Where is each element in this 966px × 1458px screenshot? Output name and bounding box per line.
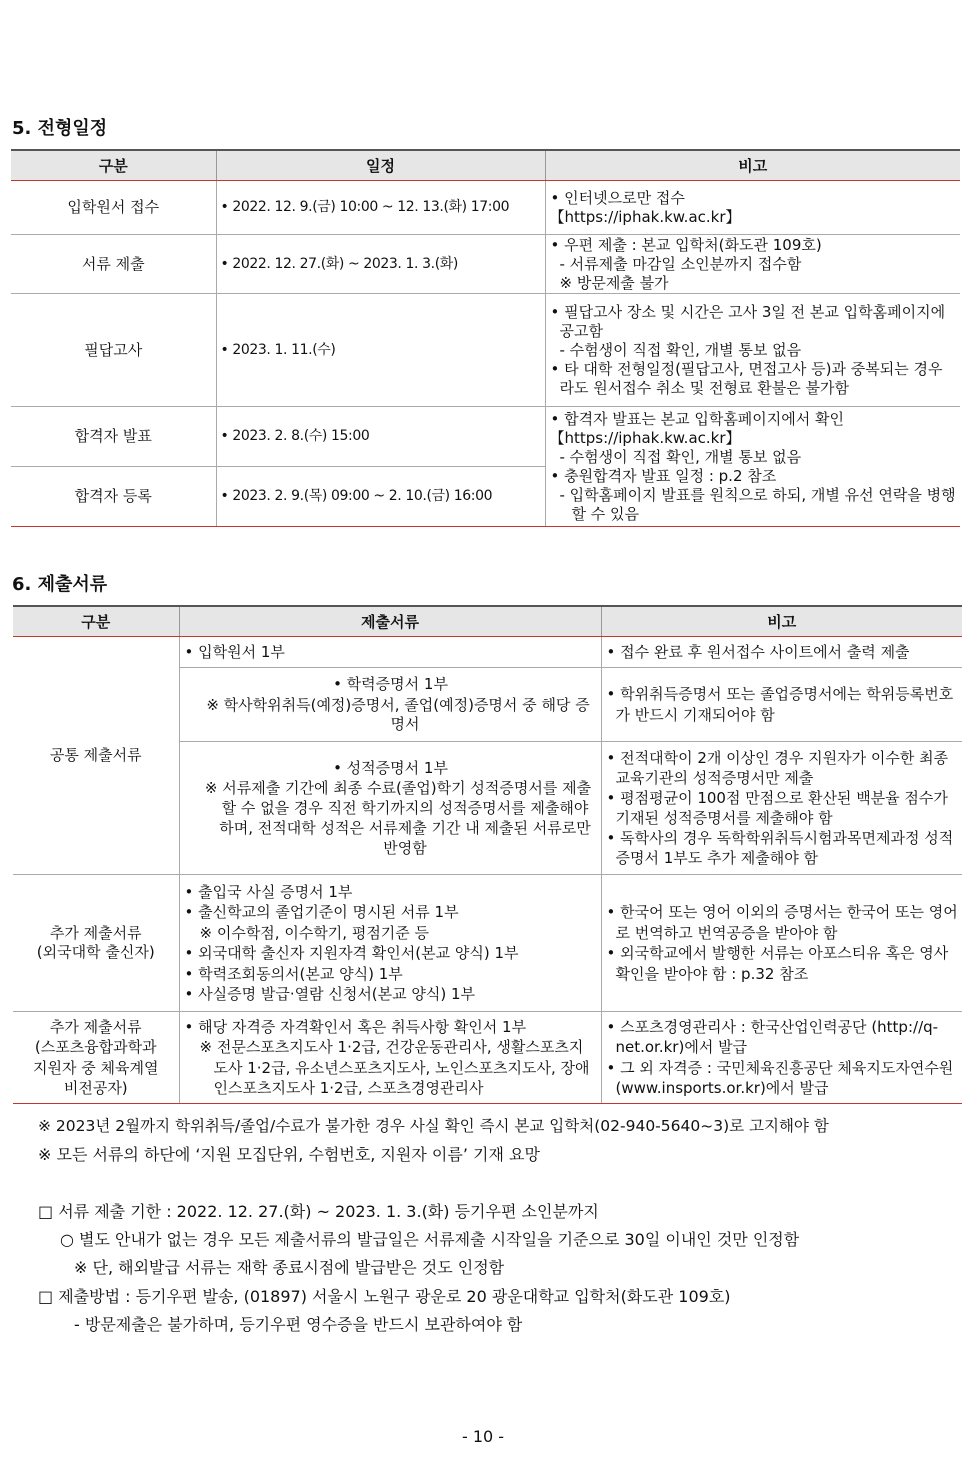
note-line: • 평점평균이 100점 만점으로 환산된 백분율 점수가 기재된 성적증명서를 제출해야 함 bbox=[606, 789, 948, 827]
remark-line: • 충원합격자 발표 일정 : p.2 참조 bbox=[550, 466, 777, 485]
note-overseas: ※ 단, 해외발급 서류는 재학 종료시점에 발급받은 것도 인정함 bbox=[74, 1258, 505, 1277]
schedule-table bbox=[11, 149, 960, 527]
remark-line: • 타 대학 전형일정(필답고사, 면접고사 등)과 중복되는 경우라도 원서접수 취소 및 전형료 환불은 불가함 bbox=[550, 359, 943, 397]
label-line: 추가 제출서류 bbox=[49, 924, 142, 942]
header-remarks: 비고 bbox=[545, 150, 960, 181]
note-receipt: - 방문제출은 불가하며, 등기우편 영수증을 반드시 보관하여야 함 bbox=[74, 1315, 523, 1334]
section5-title: 5. 전형일정 bbox=[12, 118, 108, 139]
row-remarks bbox=[545, 294, 960, 407]
remark-line: ※ 방문제출 불가 bbox=[559, 273, 669, 292]
documents-table bbox=[13, 605, 962, 1104]
sports-label bbox=[13, 1012, 179, 1104]
row-label: 합격자 발표 bbox=[11, 407, 216, 467]
note-line: • 전적대학이 2개 이상인 경우 지원자가 이수한 최종 교육기관의 성적증명서만 제출 bbox=[606, 749, 949, 787]
row-label: 서류 제출 bbox=[11, 235, 216, 294]
page-number: - 10 - bbox=[461, 1427, 505, 1446]
note-line: • 독학사의 경우 독학학위취득시험과목면제과정 성적증명서 1부도 추가 제출해야 함 bbox=[606, 829, 954, 867]
remark-line: - 수험생이 직접 확인, 개별 통보 없음 bbox=[559, 340, 802, 359]
row-remarks bbox=[545, 407, 960, 527]
label-line: 비전공자) bbox=[63, 1079, 128, 1097]
doc-line: • 출입국 사실 증명서 1부 bbox=[184, 882, 353, 901]
note-cell bbox=[601, 668, 962, 742]
remark-line: 【https://iphak.kw.ac.kr】 bbox=[549, 207, 741, 226]
row-label: 입학원서 접수 bbox=[11, 181, 216, 235]
doc-line: • 출신학교의 졸업기준이 명시된 서류 1부 bbox=[184, 903, 459, 921]
header-category: 구분 bbox=[11, 150, 216, 181]
doc-line: ※ 전문스포츠지도사 1·2급, 건강운동관리사, 생활스포츠지도사 1·2급, 유소년스포츠지도사, 노인스포츠지도사, 장애인스포츠지도사 1·2급, 스포츠경영관리사 bbox=[199, 1038, 590, 1097]
doc-line: • 성적증명서 1부 bbox=[333, 759, 448, 777]
section6-title: 6. 제출서류 bbox=[12, 574, 108, 595]
doc-cell bbox=[179, 875, 601, 1012]
row-label: 필답고사 bbox=[11, 294, 216, 407]
note-cell bbox=[601, 742, 962, 875]
doc-line: ※ 서류제출 기간에 최종 수료(졸업)학기 성적증명서를 제출할 수 없을 경우 직전 학기까지의 성적증명서를 제출해야 하며, 전적대학 성적은 서류제출 기간 내 제출된 서류로만 반영함 bbox=[204, 779, 592, 857]
label-line: (스포츠융합과학과 bbox=[34, 1038, 157, 1056]
note-line: • 학위취득증명서 또는 졸업증명서에는 학위등록번호가 반드시 기재되어야 함 bbox=[606, 684, 954, 724]
label-line: 추가 제출서류 bbox=[49, 1017, 142, 1036]
row-remarks bbox=[545, 181, 960, 235]
remark-line: • 인터넷으로만 접수 bbox=[550, 188, 685, 207]
note-line: • 접수 완료 후 원서접수 사이트에서 출력 제출 bbox=[606, 642, 910, 661]
row-date: • 2023. 2. 8.(수) 15:00 bbox=[216, 407, 545, 467]
row-date: • 2023. 1. 11.(수) bbox=[216, 294, 545, 407]
label-line: 지원자 중 체육계열 bbox=[33, 1058, 159, 1077]
row-date: • 2022. 12. 27.(화) ~ 2023. 1. 3.(화) bbox=[216, 235, 545, 294]
label-line: (외국대학 출신자) bbox=[36, 943, 155, 961]
header-schedule: 일정 bbox=[216, 150, 545, 181]
row-date: • 2023. 2. 9.(목) 09:00 ~ 2. 10.(금) 16:00 bbox=[216, 467, 545, 527]
note-cell bbox=[601, 875, 962, 1012]
note-method: □ 제출방법 : 등기우편 발송, (01897) 서울시 노원구 광운로 20 광운대학교 입학처(화도관 109호) bbox=[38, 1287, 731, 1306]
note-line: • 스포츠경영관리사 : 한국산업인력공단 (http://q-net.or.kr)에서 발급 bbox=[606, 1017, 939, 1056]
doc-line: • 사실증명 발급·열람 신청서(본교 양식) 1부 bbox=[184, 985, 476, 1003]
header-category: 구분 bbox=[13, 606, 179, 637]
remark-line: - 입학홈페이지 발표를 원칙으로 하되, 개별 유선 연락을 병행할 수 있음 bbox=[559, 485, 956, 523]
note-line: • 그 외 자격증 : 국민체육진흥공단 체육지도자연수원(www.insports.or.kr)에서 발급 bbox=[606, 1058, 954, 1097]
remark-line: • 합격자 발표는 본교 입학홈페이지에서 확인 bbox=[550, 409, 845, 428]
header-remarks: 비고 bbox=[601, 606, 962, 637]
note-issue-date: ○ 별도 안내가 없는 경우 모든 제출서류의 발급일은 서류제출 시작일을 기준으로 30일 이내인 것만 인정함 bbox=[60, 1230, 800, 1249]
doc-cell bbox=[179, 742, 601, 875]
doc-line: • 입학원서 1부 bbox=[184, 642, 285, 661]
doc-cell bbox=[179, 637, 601, 668]
doc-line: ※ 학사학위취득(예정)증명서, 졸업(예정)증명서 중 해당 증명서 bbox=[206, 696, 590, 733]
note-graduation: ※ 2023년 2월까지 학위취득/졸업/수료가 불가한 경우 사실 확인 즉시 본교 입학처(02-940-5640~3)로 고지해야 함 bbox=[38, 1117, 829, 1135]
doc-cell bbox=[179, 1012, 601, 1104]
remark-line: 【https://iphak.kw.ac.kr】 bbox=[549, 428, 741, 447]
remark-line: - 수험생이 직접 확인, 개별 통보 없음 bbox=[559, 447, 802, 466]
remark-line: • 필답고사 장소 및 시간은 고사 3일 전 본교 입학홈페이지에 공고함 bbox=[550, 302, 946, 340]
note-line: • 외국학교에서 발행한 서류는 아포스티유 혹은 영사확인을 받아야 함 : p.32 참조 bbox=[606, 944, 949, 983]
remark-line: - 서류제출 마감일 소인분까지 접수함 bbox=[559, 254, 802, 273]
row-label: 합격자 등록 bbox=[11, 467, 216, 527]
doc-line: ※ 이수학점, 이수학기, 평점기준 등 bbox=[199, 923, 430, 942]
common-label: 공통 제출서류 bbox=[13, 637, 179, 875]
row-date: • 2022. 12. 9.(금) 10:00 ~ 12. 13.(화) 17:00 bbox=[216, 181, 545, 235]
header-documents: 제출서류 bbox=[179, 606, 601, 637]
foreign-label bbox=[13, 875, 179, 1012]
doc-line: • 해당 자격증 자격확인서 혹은 취득사항 확인서 1부 bbox=[184, 1017, 527, 1036]
doc-line: • 외국대학 출신자 지원자격 확인서(본교 양식) 1부 bbox=[184, 944, 519, 962]
doc-cell bbox=[179, 668, 601, 742]
note-cell bbox=[601, 1012, 962, 1104]
remark-line: • 우편 제출 : 본교 입학처(화도관 109호) bbox=[550, 235, 822, 254]
note-cell bbox=[601, 637, 962, 668]
note-line: • 한국어 또는 영어 이외의 증명서는 한국어 또는 영어로 번역하고 번역공증을 받아야 함 bbox=[606, 903, 958, 942]
row-remarks bbox=[545, 235, 960, 294]
doc-line: • 학력조회동의서(본교 양식) 1부 bbox=[184, 964, 403, 983]
doc-line: • 학력증명서 1부 bbox=[333, 675, 448, 693]
note-labeling: ※ 모든 서류의 하단에 ‘지원 모집단위, 수험번호, 지원자 이름’ 기재 요망 bbox=[38, 1145, 540, 1164]
note-deadline: □ 서류 제출 기한 : 2022. 12. 27.(화) ~ 2023. 1. 3.(화) 등기우편 소인분까지 bbox=[38, 1202, 599, 1221]
